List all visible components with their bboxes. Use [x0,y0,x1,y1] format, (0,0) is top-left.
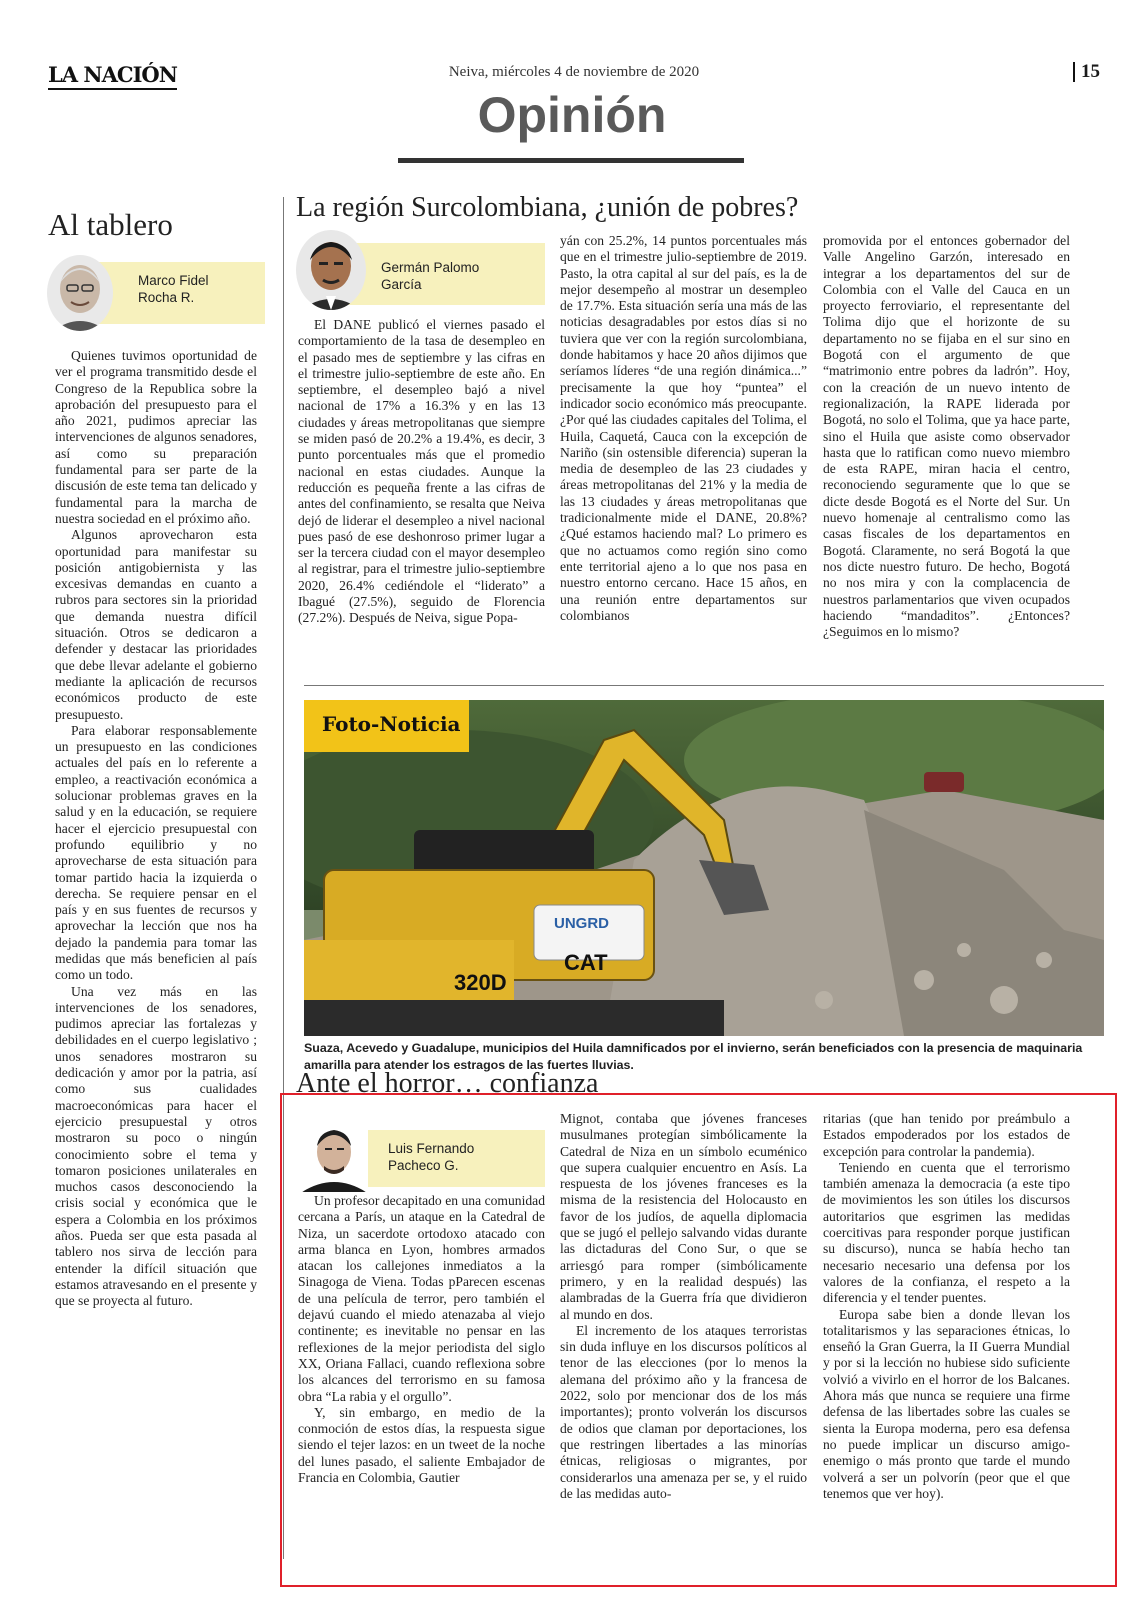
horror-author-name-line1: Luis Fernando [388,1141,475,1156]
horror-article-paragraph: Europa sabe bien a donde llevan los totalitarismos y las separaciones étnicas, lo enseñó la Gran Guerra, la II Guerra Mundial y por si la lección no hubiese sido suficiente volvió a vivirlo en el horror de los Balcanes. Ahora más que nunca se requiere una firme defensa de las libertades sobre las cuales se sienta la Europa moderna, pero esa defensa no puede implicar un discurso amigo-enemigo o más pronto que tarde el mundo volverá a ser un polvorín (peor que el que tenemos que ver hoy). [823,1306,1070,1501]
photo-news-badge [304,700,469,752]
region-article-paragraph: yán con 25.2%, 14 puntos porcentuales más que en el trimestre julio-septiembre de 2019. Pasto, la otra capital al sur del país, es la de mejor desempeño al mostrar un desempleo de 17.7%. Esta situación sería una más de las noticias desagradables por estos días si no tuviera que ver con la región surcolombiana, donde habitamos y hace 20 años dijimos que seríamos líderes “de una región dinámica...” precisamente la que hoy “puntea” el indicador socio económico más preocupante. ¿Por qué las ciudades capitales del Tolima, el Huila, Caquetá, Cauca con la excepción de Nariño (sin ostensible diferencia) superan la media de desempleo de las 23 ciudades y áreas metropolitanas del 21% y la media de las 13 ciudades y áreas metropolitanas que tradicionalmente mide el DANE, 20.8%? ¿Qué estamos haciendo mal? Lo primero es que no actuamos como región sino como ente territorial ajeno a lo que nos pasa en nuestro entorno cercano. Hace 15 años, en una reunión entre departamentos sur colombianos [560,233,807,623]
horror-article-paragraph: ritarias (que han tenido por preámbulo a Estados empoderados por los estados de excepción para controlar la pandemia). [823,1111,1070,1159]
left-article-title: Al tablero [48,207,173,242]
region-article-col2 [560,233,807,624]
section-title: Opinión [477,87,667,143]
region-author-name [381,259,531,293]
left-article-paragraph: Para elaborar responsablemente un presupuesto en las condiciones actuales del país en lo referente a empleo, a reactivación económica a solucionar problemas graves en la salud y en la educación, se requiere hacer el ejercicio presupuestal con profundo equilibrio y no aprovecharse de esta situación para tomar partido hacia la izquierda o derecha. Se requiere pensar en el país y en sus fuentes de recursos y aprovechar la lección que nos ha dejado la pandemia para tomar las medidas que más beneficien al país como un todo. [55,722,257,983]
left-author-name [138,272,258,306]
horror-article-col3 [823,1111,1070,1502]
masthead [48,61,1100,87]
horror-article-paragraph: Y, sin embargo, en medio de la conmoción de estos días, la respuesta sigue siendo el tejer lazos: en un tweet de la noche del lunes pasado, el saliente Embajador de Francia en Colombia, Gautier [298,1404,545,1486]
issue-date: Neiva, miércoles 4 de noviembre de 2020 [448,64,700,80]
section-rule [398,158,744,163]
page-number: 15 [1073,62,1100,82]
region-article-paragraph: promovida por el entonces gobernador del Valle Angelino Garzón, interesado en integrar a los departamentos del sur de Colombia con el Valle del Cauca en un proyecto ferroviario, el representante del Tolima dijo que el horizonte de su departamento no se fijaba en el sur sino en Bogotá con el argumento de que “matrimonio entre pobres da ladrón”. Hoy, con la creación de un nuevo intento de regionalización, la RAPE liderada por Bogotá, no solo el Tolima, que ya hace parte, sino el Huila que asiste como observador hasta que lo ratifican como nuevo miembro de esta RAPE, miran hacia el centro, reconociendo seguramente que lo que se dicte desde Bogotá es el Norte del Sur. Un nuevo homenaje al centralismo como las casas fiscales de los departamentos en Bogotá. Claramente, no será Bogotá la que nos dicte nuestro futuro. De hecho, Bogotá no nos mira y con la complacencia de nuestros parlamentarios que viven ocupados haciendo “mandaditos”. ¿Entonces? ¿Seguimos en lo mismo? [823,233,1070,640]
photo-news-badge-label: Foto-Noticia [322,712,461,736]
left-author-name-line1: Marco Fidel [138,273,209,288]
agency-label: UNGRD [554,915,609,932]
left-article-paragraph: Algunos aprovecharon esta oportunidad para manifestar su posición antigobiernista y las excesivas demandas en cuanto a rubros para sectores sin la prioridad que demanda nuestra difícil situación. Otros se dedicaron a defender y destacar las prioridades que debe llevar adelante el gobierno mediante la aplicación de recursos económicos producto de este presupuesto. [55,527,257,722]
horror-article-paragraph: Un profesor decapitado en una comunidad cercana a París, un ataque en la Catedral de Niza, un sacerdote ortodoxo atacado con arma blanca en Lyon, hombres armados atacan los callejones inmediatos a la Sinagoga de Viena. Todas pParecen escenas de una película de terror, pero también el dejavú cuando el miedo atenazaba al viejo continente; es inevitable no pensar en las reflexiones de la mejor periodista del siglo XX, Oriana Fallaci, cuando reflexiona sobre los alcances del terrorismo en su famosa obra “La rabia y el orgullo”. [298,1193,545,1404]
photo-caption: Suaza, Acevedo y Guadalupe, municipios del Huila damnificados por el invierno, serán beneficiados con la presencia de maquinaria amarilla para atender los estragos de las fuertes lluvias. [304,1041,1083,1072]
region-article-paragraph: El DANE publicó el viernes pasado el comportamiento de la tasa de desempleo en el pasado mes de septiembre y las cifras en el trimestre julio-septiembre de este año. En septiembre, el desempleo bajó a nivel nacional de 17% a 16.3% y en las 13 ciudades y áreas metropolitanas que siempre se miden pasó de 20.2% a 19.4%, es decir, 3 punto porcentuales más que el promedio nacional en estas ciudades. Aunque la reducción es pequeña frente a las cifras de antes del confinamiento, se resalta que Neiva dejó de liderar el desempleo a nivel nacional pues pasó de ese deshonroso primer lugar a ser la tercera ciudad con el mayor desempleo al registrar, para el trimestre julio-septiembre 2020, 26.4% cediéndole el “liderato” a Ibagué (27.5%), seguido de Florencia (27.2%). Después de Neiva, sigue Popa- [298,317,545,626]
region-article-title: La región Surcolombiana, ¿unión de pobres? [296,192,799,223]
left-article-paragraph: Una vez más en las intervenciones de los senadores, pudimos apreciar las fortalezas y debilidades en el cuerpo legislativo ; unos senadores mostraron su dedicación y amor por la patria, así como sus cualidades macroeconómicas para hacer el ejercicio presupuestal y otros mostraron su poco o ningún conocimiento sobre el tema y tomaron posiciones unilaterales en muchos casos desconociendo la crisis social y económica que le espera a Colombia en los próximos años. Pueda ser que esta pasada al tablero nos sirva de lección para entender la difícil situación que estamos atravesando en el presente y que se proyecta al futuro. [55,983,257,1309]
horror-article-paragraph: El incremento de los ataques terroristas sin duda influye en los discursos políticos al tenor de las elecciones (por lo menos la alemana del próximo año y la francesa de 2022, solo por mencionar dos de los más importantes); pronto volverán los discursos de odios que claman por deportaciones, los que restringen libertades a las minorías étnicas, religiosas o migrantes, por considerarlos una amenaza per se, y el ruido de las medidas auto- [560,1322,807,1501]
author-photo-marco [47,255,113,331]
left-author-name-line2: Rocha R. [138,290,195,305]
brand-label: CAT [564,950,608,975]
horror-article-paragraph: Teniendo en cuenta que el terrorismo también amenaza la democracia (a este tipo de movimientos les son útiles los discursos autoritarios que esgrimen las medidas coercitivas para responder porque justifican su discurso), nunca se había hecho tan necesario necesario una defensa por los valores de la confianza, el respeto a la diferencia y el tender puentes. [823,1159,1070,1306]
model-label: 320D [454,970,507,995]
region-author-name-line1: Germán Palomo [381,260,480,275]
region-author-name-line2: García [381,277,422,292]
horror-author-name-line2: Pacheco G. [388,1158,459,1173]
horror-article-title: Ante el horror… confianza [296,1068,599,1099]
horror-article-paragraph: Mignot, contaba que jóvenes franceses musulmanes protegían simbólicamente la Catedral de Niza en un símbolo ecuménico que supera cualquier encuentro en Asís. La respuesta de los jóvenes franceses es la misma de la resistencia del Holocausto en favor de los judíos, de aquella diplomacia que se jugó el pellejo salvando vidas durante las dictaduras del Cono Sur, o que se arriesgó para romper (simbólicamente primero, y en la realidad después) las alambradas de la Guerra fría que dividieron al mundo en dos. [560,1111,807,1322]
region-article-col3 [823,233,1070,640]
left-article-body [55,348,257,1310]
logo-text: LA NACIÓN [48,62,177,87]
left-article-paragraph: Quienes tuvimos oportunidad de ver el programa transmitido desde el Congreso de la Republica sobre la aprobación del presupuesto para el año 2021, pudimos apreciar las intervenciones de algunos senadores, así como su preparación fundamental para ser parte de la discusión de este tema tan delicado y fundamental para la marcha de nuestra sociedad en el próximo año. [55,348,257,526]
horror-article-col1 [298,1193,545,1486]
author-photo-german [296,230,366,310]
row-divider [304,685,1104,686]
region-article-col1 [298,317,545,627]
author-photo-luis [300,1120,368,1192]
horror-article-col2 [560,1111,807,1502]
horror-author-name [388,1140,538,1174]
